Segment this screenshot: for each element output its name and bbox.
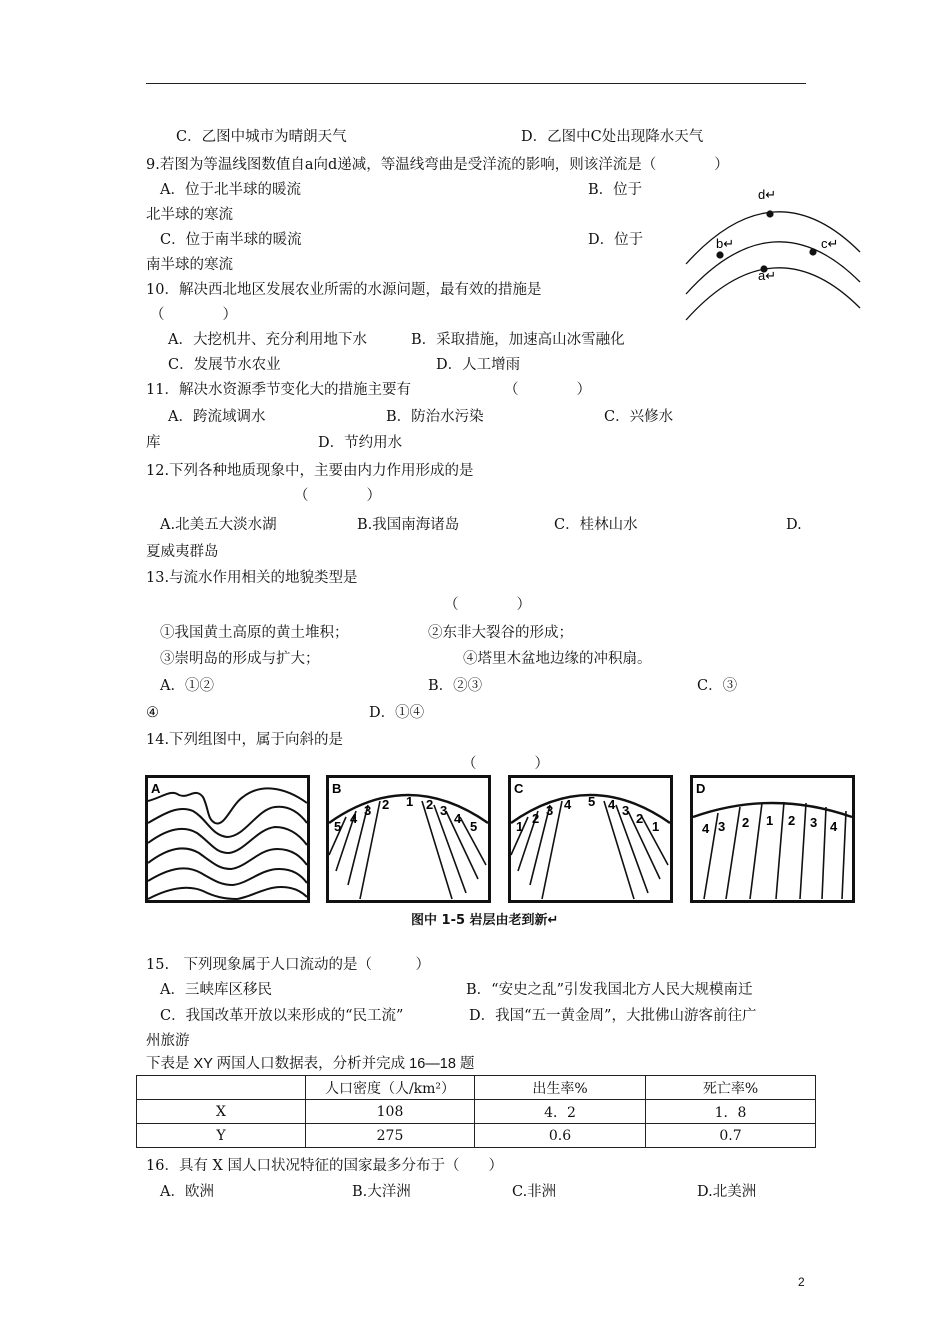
table-cell: X [137,1100,306,1124]
panel-letter-b: B [332,781,342,796]
svg-text:2: 2 [788,813,796,828]
header-cell: 出生率% [475,1076,646,1100]
svg-text:4: 4 [564,797,572,812]
q12-option-d: D. [786,517,802,533]
table-cell: 1．8 [646,1100,816,1124]
svg-text:4: 4 [830,819,838,834]
svg-text:5: 5 [334,819,342,834]
q15-option-c: C．我国改革开放以来形成的“民工流” [160,1008,404,1024]
q15-stem: 15. 下列现象属于人口流动的是（ ） [146,957,431,973]
panel-letter-d: D [696,781,706,796]
table-row [137,1100,816,1124]
point-c [809,248,816,255]
q12-stem: 12.下列各种地质现象中，主要由内力作用形成的是 [146,463,474,479]
table-intro: 下表是 XY 两国人口数据表，分析并完成 16—18 题 [146,1056,475,1072]
q11-option-d: D．节约用水 [318,435,403,451]
q9-stem: 9.若图为等温线图数值自a向d递减，等温线弯曲是受洋流的影响，则该洋流是（ ） [146,157,729,173]
q13-option-a: A．①② [160,678,214,694]
q16-stem: 16．具有 X 国人口状况特征的国家最多分布于（ ） [146,1158,503,1174]
svg-text:2: 2 [532,811,540,826]
q15-option-a: A．三峡库区移民 [160,982,272,998]
svg-text:1: 1 [516,819,524,834]
svg-text:3: 3 [364,803,372,818]
label-d: d↵ [758,187,777,202]
header-cell [137,1076,306,1100]
svg-text:3: 3 [546,803,554,818]
svg-text:1: 1 [652,819,660,834]
table-cell: Y [137,1124,306,1148]
header-cell: 死亡率% [646,1076,816,1100]
svg-text:2: 2 [636,811,644,826]
table-header-row [137,1076,816,1100]
q9-option-d: D．位于 [588,232,644,248]
q9-option-b: B．位于 [588,182,643,198]
q10-option-d: D．人工增雨 [436,357,521,373]
q15-option-d-cont: 州旅游 [146,1033,190,1049]
q13-stem: 13.与流水作用相关的地貌类型是 [146,570,358,586]
q12-option-d-cont: 夏威夷群岛 [146,544,219,560]
svg-text:3: 3 [718,819,726,834]
svg-text:4: 4 [350,811,358,826]
q16-option-a: A．欧洲 [160,1184,214,1200]
svg-text:4: 4 [702,821,710,836]
q9-option-a: A．位于北半球的暖流 [160,182,301,198]
svg-text:4: 4 [608,797,616,812]
svg-text:4: 4 [454,811,462,826]
fold-panel-c [508,775,673,903]
table-cell: 108 [306,1100,475,1124]
table-cell: 0.7 [646,1124,816,1148]
label-b: b↵ [716,236,735,251]
page-number: 2 [798,1275,805,1289]
svg-text:1: 1 [406,794,414,809]
q11-stem: 11．解决水资源季节变化大的措施主要有 [146,382,411,398]
q13-item-2: ②东非大裂谷的形成； [428,625,573,641]
svg-text:5: 5 [588,794,596,809]
q14-paren: （ ） [462,756,549,772]
q11-option-a: A．跨流域调水 [168,409,266,425]
q11-option-c-cont: 库 [146,435,161,451]
svg-text:2: 2 [426,797,434,812]
q13-item-1: ①我国黄土高原的黄土堆积； [160,625,349,641]
table-cell: 275 [306,1124,475,1148]
q11-option-b: B．防治水污染 [386,409,484,425]
q10-option-a: A．大挖机井、充分利用地下水 [168,332,367,348]
table-cell: 4．2 [475,1100,646,1124]
q8-option-d: D．乙图中C处出现降水天气 [521,129,704,145]
q14-stem: 14.下列组图中，属于向斜的是 [146,732,344,748]
q12-option-a: A.北美五大淡水湖 [160,517,277,533]
label-a: a↵ [758,268,777,283]
table-cell: 0.6 [475,1124,646,1148]
header-cell: 人口密度（人/km²） [306,1076,475,1100]
q11-option-c: C．兴修水 [604,409,674,425]
table-row [137,1124,816,1148]
panel-letter-a: A [151,781,161,796]
q12-option-b: B.我国南海诸岛 [357,517,460,533]
q11-paren: （ ） [504,382,591,398]
q9-option-b-cont: 北半球的寒流 [146,207,233,223]
q15-option-d: D．我国“五一黄金周”，大批佛山游客前往广 [469,1008,757,1024]
label-c: c↵ [821,236,839,251]
q12-paren: （ ） [294,488,381,504]
q9-option-d-cont: 南半球的寒流 [146,257,233,273]
q13-option-d: D．①④ [369,705,425,721]
point-d [766,210,773,217]
svg-text:3: 3 [622,803,630,818]
q16-option-c: C.非洲 [512,1184,557,1200]
q13-item-3: ③崇明岛的形成与扩大； [160,651,320,667]
q10-option-b: B．采取措施，加速高山冰雪融化 [411,332,625,348]
q16-option-b: B.大洋洲 [352,1184,411,1200]
header-rule [146,83,806,84]
q15-option-b: B．“安史之乱”引发我国北方人民大规模南迁 [466,982,753,998]
q13-option-c-cont: ④ [146,705,159,721]
q10-option-c: C．发展节水农业 [168,357,281,373]
svg-text:2: 2 [742,815,750,830]
svg-text:1: 1 [766,813,774,828]
svg-text:2: 2 [382,797,390,812]
panel-letter-c: C [514,781,524,796]
q12-option-c: C．桂林山水 [554,517,638,533]
fold-panel-a [145,775,310,903]
q10-stem: 10．解决西北地区发展农业所需的水源问题，最有效的措施是 [146,282,542,298]
q9-option-c: C．位于南半球的暖流 [160,232,302,248]
svg-text:3: 3 [440,803,448,818]
population-table [136,1075,816,1148]
q16-option-d: D.北美洲 [697,1184,757,1200]
fold-panel-d [690,775,855,903]
svg-text:3: 3 [810,815,818,830]
fold-panel-b [326,775,491,903]
q10-paren: （ ） [150,307,237,323]
figure-caption: 图中 1-5 岩层由老到新↵ [411,913,559,928]
isotherm-figure [682,180,872,325]
svg-text:5: 5 [470,819,478,834]
q13-paren: （ ） [444,597,531,613]
q8-option-c: C．乙图中城市为晴朗天气 [176,129,347,145]
q13-option-c: C．③ [697,678,738,694]
q13-option-b: B．②③ [428,678,483,694]
point-b [716,251,723,258]
q13-item-4: ④塔里木盆地边缘的冲积扇。 [463,651,652,667]
